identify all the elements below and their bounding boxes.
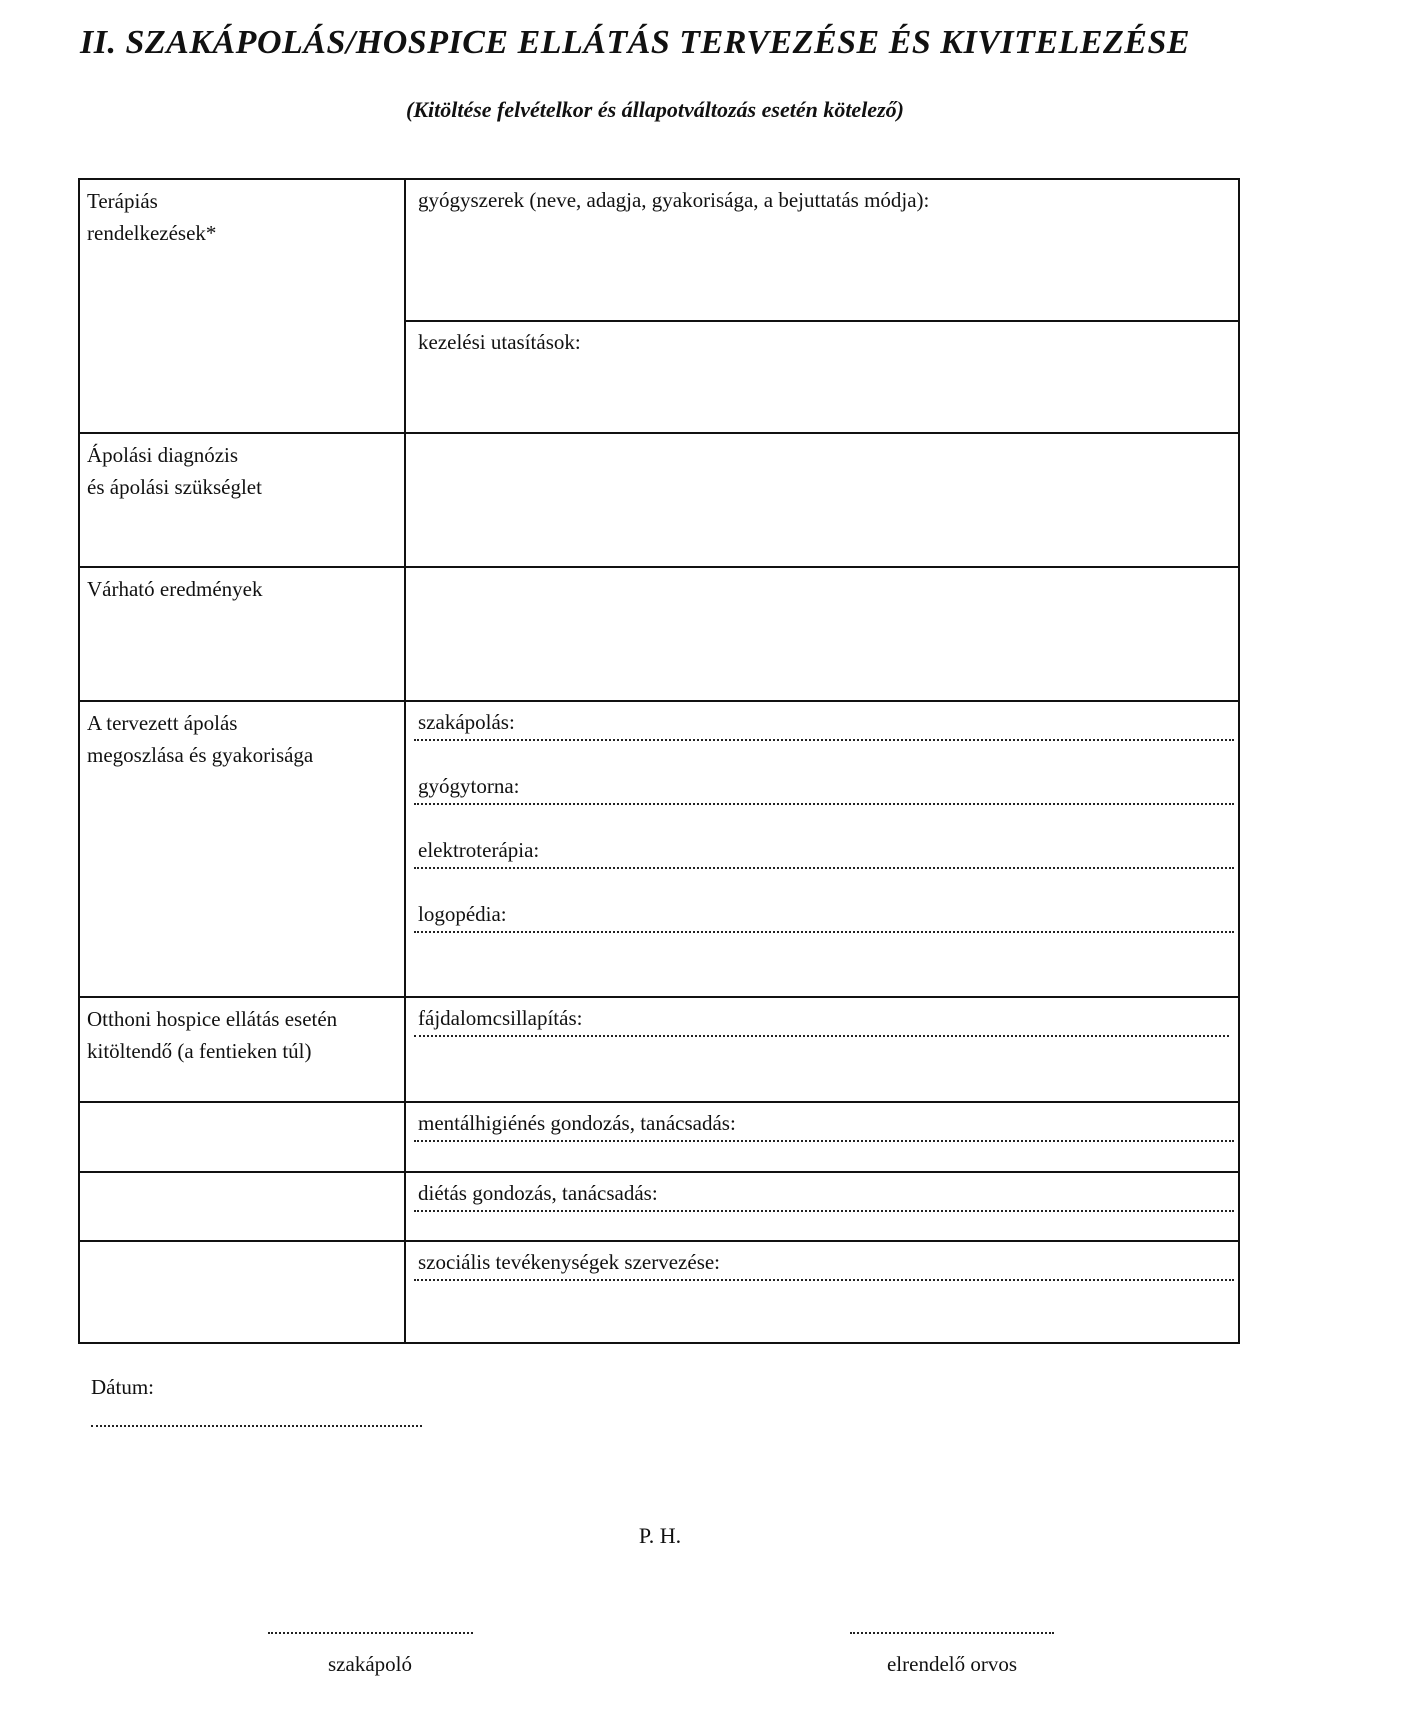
row-label-cell [79, 433, 405, 567]
dietary-care-cell [405, 1172, 1239, 1241]
row-label-cell [79, 701, 405, 997]
social-activities-input-line[interactable] [414, 1279, 1234, 1281]
field-label: mentálhigiénés gondozás, tanácsadás: [418, 1111, 736, 1135]
field-label: gyógytorna: [418, 774, 520, 798]
field-label: diétás gondozás, tanácsadás: [418, 1181, 658, 1205]
table-row [79, 1172, 1239, 1241]
speech-therapy-input-line[interactable] [414, 931, 1234, 933]
table-row [79, 1102, 1239, 1172]
table-row [79, 567, 1239, 701]
table-row [79, 179, 1239, 321]
row-label: Otthoni hospice ellátás esetén [87, 1007, 338, 1031]
table-row [79, 433, 1239, 567]
physiotherapy-input-line[interactable] [414, 803, 1234, 805]
table-row [79, 1241, 1239, 1343]
treatment-instructions-field[interactable] [405, 321, 1239, 433]
planned-care-cell [405, 701, 1239, 997]
row-label: kitöltendő (a fentieken túl) [87, 1039, 312, 1063]
field-label: kezelési utasítások: [418, 330, 581, 354]
row-label-cell [79, 179, 405, 433]
table-row [79, 997, 1239, 1102]
electrotherapy-input-line[interactable] [414, 867, 1234, 869]
row-label: megoszlása és gyakorisága [87, 743, 314, 767]
date-input-line[interactable] [91, 1425, 422, 1427]
doctor-signature-line[interactable] [850, 1632, 1054, 1634]
doctor-signature-label: elrendelő orvos [886, 1652, 1018, 1676]
nursing-diagnosis-field[interactable] [405, 433, 1239, 567]
field-label: gyógyszerek (neve, adagja, gyakorisága, a bejuttatás módja): [418, 188, 930, 212]
dietary-care-input-line[interactable] [414, 1210, 1234, 1212]
table-row [79, 701, 1239, 997]
row-label: Terápiás [87, 189, 158, 213]
row-label-cell [79, 1102, 405, 1172]
field-label: fájdalomcsillapítás: [418, 1006, 583, 1030]
medications-field[interactable] [405, 179, 1239, 321]
pain-relief-cell [405, 997, 1239, 1102]
row-label: Várható eredmények [87, 577, 263, 601]
social-activities-cell [405, 1241, 1239, 1343]
row-label-cell [79, 1241, 405, 1343]
field-label: szociális tevékenységek szervezése: [418, 1250, 721, 1274]
expected-results-field[interactable] [405, 567, 1239, 701]
row-label-cell [79, 1172, 405, 1241]
document-subtitle: (Kitöltése felvételkor és állapotváltozás esetén kötelező) [406, 97, 904, 122]
stamp-place-label: P. H. [638, 1523, 682, 1548]
mental-hygiene-cell [405, 1102, 1239, 1172]
field-label: szakápolás: [418, 710, 515, 734]
field-label: elektroterápia: [418, 838, 540, 862]
row-label-cell [79, 997, 405, 1102]
row-label: és ápolási szükséglet [87, 475, 262, 499]
nurse-signature-label: szakápoló [328, 1652, 412, 1676]
skilled-nursing-input-line[interactable] [414, 739, 1234, 741]
row-label: A tervezett ápolás [87, 711, 238, 735]
document-title: II. SZAKÁPOLÁS/HOSPICE ELLÁTÁS TERVEZÉSE ÉS KIVITELEZÉSE [80, 24, 1191, 61]
row-label: rendelkezések* [87, 221, 217, 245]
pain-relief-input-line[interactable] [414, 1035, 1229, 1037]
nurse-signature-line[interactable] [268, 1632, 473, 1634]
mental-hygiene-input-line[interactable] [414, 1140, 1234, 1142]
row-label: Ápolási diagnózis [87, 443, 239, 467]
care-plan-table [78, 178, 1240, 1344]
row-label-cell [79, 567, 405, 701]
date-label: Dátum: [91, 1375, 154, 1399]
field-label: logopédia: [418, 902, 507, 926]
